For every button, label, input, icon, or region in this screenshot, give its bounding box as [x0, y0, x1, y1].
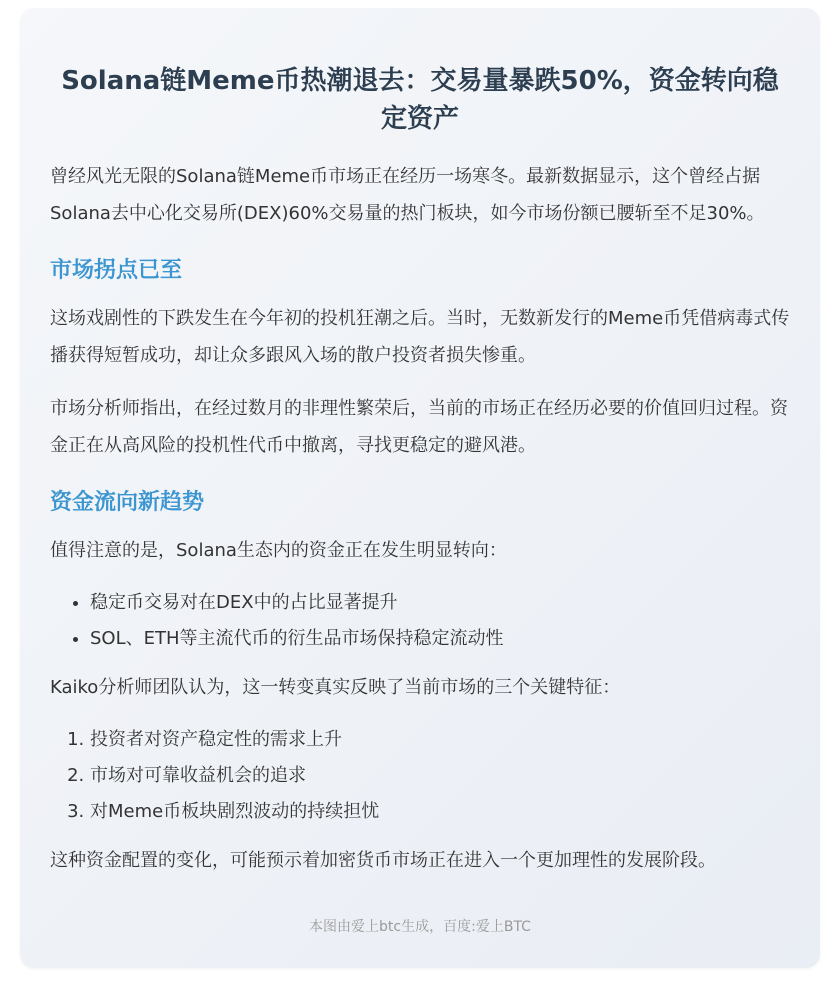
list-item: • 稳定币交易对在DEX中的占比显著提升: [90, 585, 790, 621]
article-title: Solana链Meme币热潮退去：交易量暴跌50%，资金转向稳定资产: [61, 66, 779, 134]
intro-paragraph: 曾经风光无限的Solana链Meme币市场正在经历一场寒冬。最新数据显示，这个曾经占据Solana去中心化交易所(DEX)60%交易量的热门板块，如今市场份额已腰斩至不足30%。: [50, 166, 765, 224]
list-item: 2. 市场对可靠收益机会的追求: [90, 758, 790, 794]
trend-bullet-list: [50, 585, 790, 657]
section-heading-fund-flow-trends: 资金流向新趋势: [50, 490, 205, 515]
kaiko-lead-paragraph: Kaiko分析师团队认为，这一转变真实反映了当前市场的三个关键特征：: [50, 677, 621, 698]
footer-attribution: 本图由爱上btc生成，百度:爱上BTC: [309, 919, 531, 935]
section-heading-market-turning-point: 市场拐点已至: [50, 258, 183, 283]
list-item: 3. 对Meme币板块剧烈波动的持续担忧: [90, 794, 790, 830]
section2-lead-paragraph: 值得注意的是，Solana生态内的资金正在发生明显转向：: [50, 540, 507, 561]
list-item: • SOL、ETH等主流代币的衍生品市场保持稳定流动性: [90, 621, 790, 657]
section1-paragraph-1: 这场戏剧性的下跌发生在今年初的投机狂潮之后。当时，无数新发行的Meme币凭借病毒式传播获得短暂成功，却让众多跟风入场的散户投资者损失惨重。: [50, 308, 790, 366]
section1-paragraph-2: 市场分析师指出，在经过数月的非理性繁荣后，当前的市场正在经历必要的价值回归过程。资金正在从高风险的投机性代币中撤离，寻找更稳定的避风港。: [50, 398, 788, 456]
key-features-numbered-list: [50, 722, 790, 830]
article-card: [20, 8, 820, 968]
list-item: 1. 投资者对资产稳定性的需求上升: [90, 722, 790, 758]
conclusion-paragraph: 这种资金配置的变化，可能预示着加密货币市场正在进入一个更加理性的发展阶段。: [50, 850, 716, 871]
